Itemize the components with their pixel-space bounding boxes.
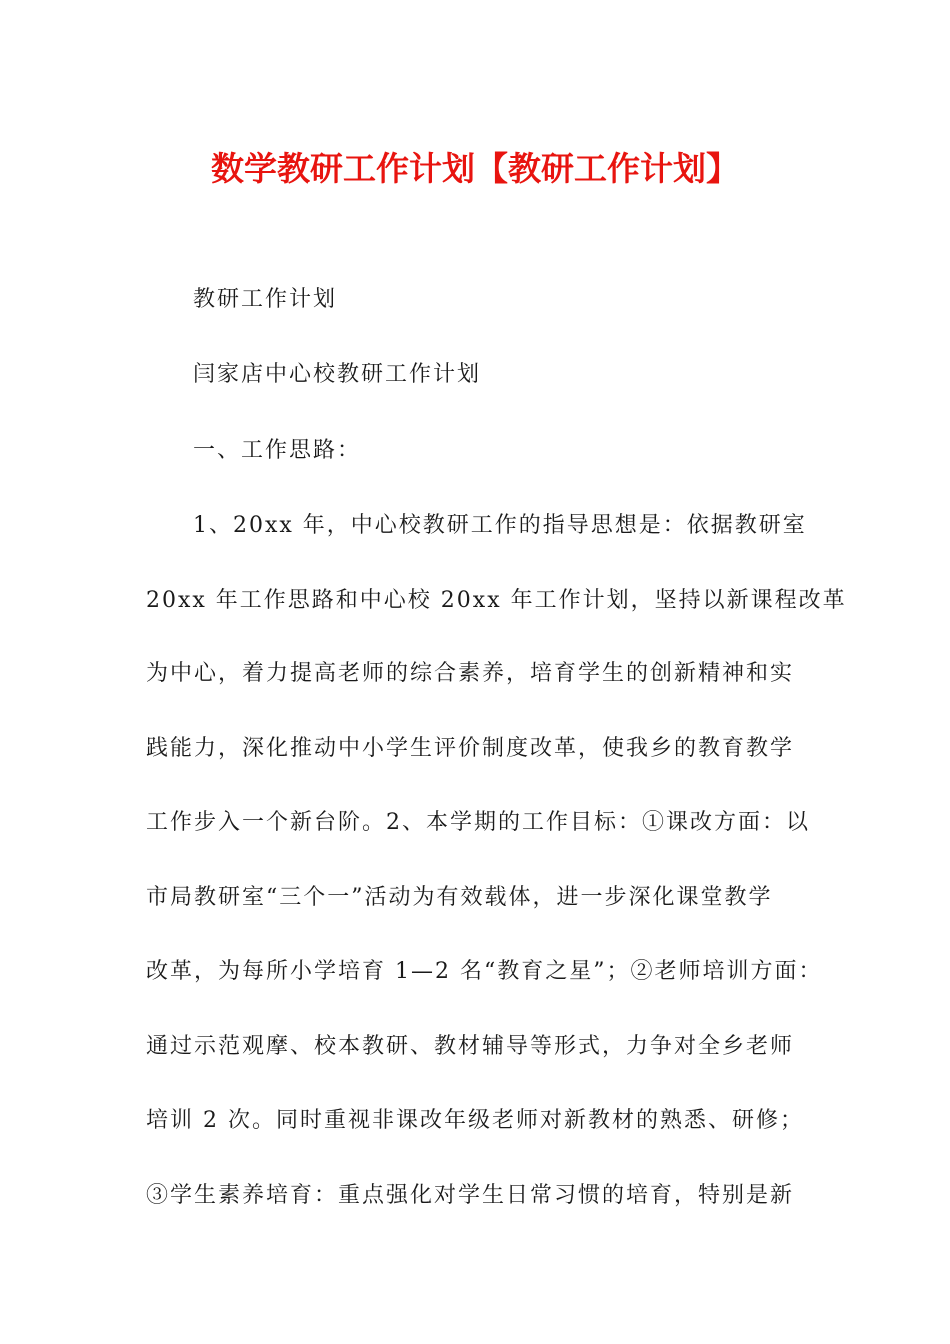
work-ideas-heading: 一、工作思路： <box>193 438 362 463</box>
body-line: 培训 2 次。同时重视非课改年级老师对新教材的熟悉、研修； <box>146 1108 804 1133</box>
body-line: 1、20xx 年，中心校教研工作的指导思想是：依据教研室 <box>193 513 807 538</box>
body-line: 20xx 年工作思路和中心校 20xx 年工作计划，坚持以新课程改革 <box>146 588 847 613</box>
body-line: 通过示范观摩、校本教研、教材辅导等形式，力争对全乡老师 <box>146 1034 795 1059</box>
body-line: 工作步入一个新台阶。2、本学期的工作目标：①课改方面：以 <box>146 810 810 835</box>
body-line: 为中心，着力提高老师的综合素养，培育学生的创新精神和实 <box>146 661 795 686</box>
section-heading: 教研工作计划 <box>193 287 338 312</box>
school-plan-heading: 闫家店中心校教研工作计划 <box>193 362 482 387</box>
body-line: 改革，为每所小学培育 1—2 名“教育之星”；②老师培训方面： <box>146 959 823 984</box>
body-line: 市局教研室“三个一”活动为有效载体，进一步深化课堂教学 <box>146 885 773 910</box>
body-line: ③学生素养培育：重点强化对学生日常习惯的培育，特别是新 <box>146 1183 795 1208</box>
document-title: 数学教研工作计划【教研工作计划】 <box>211 149 739 188</box>
body-line: 践能力，深化推动中小学生评价制度改革，使我乡的教育教学 <box>146 736 795 761</box>
